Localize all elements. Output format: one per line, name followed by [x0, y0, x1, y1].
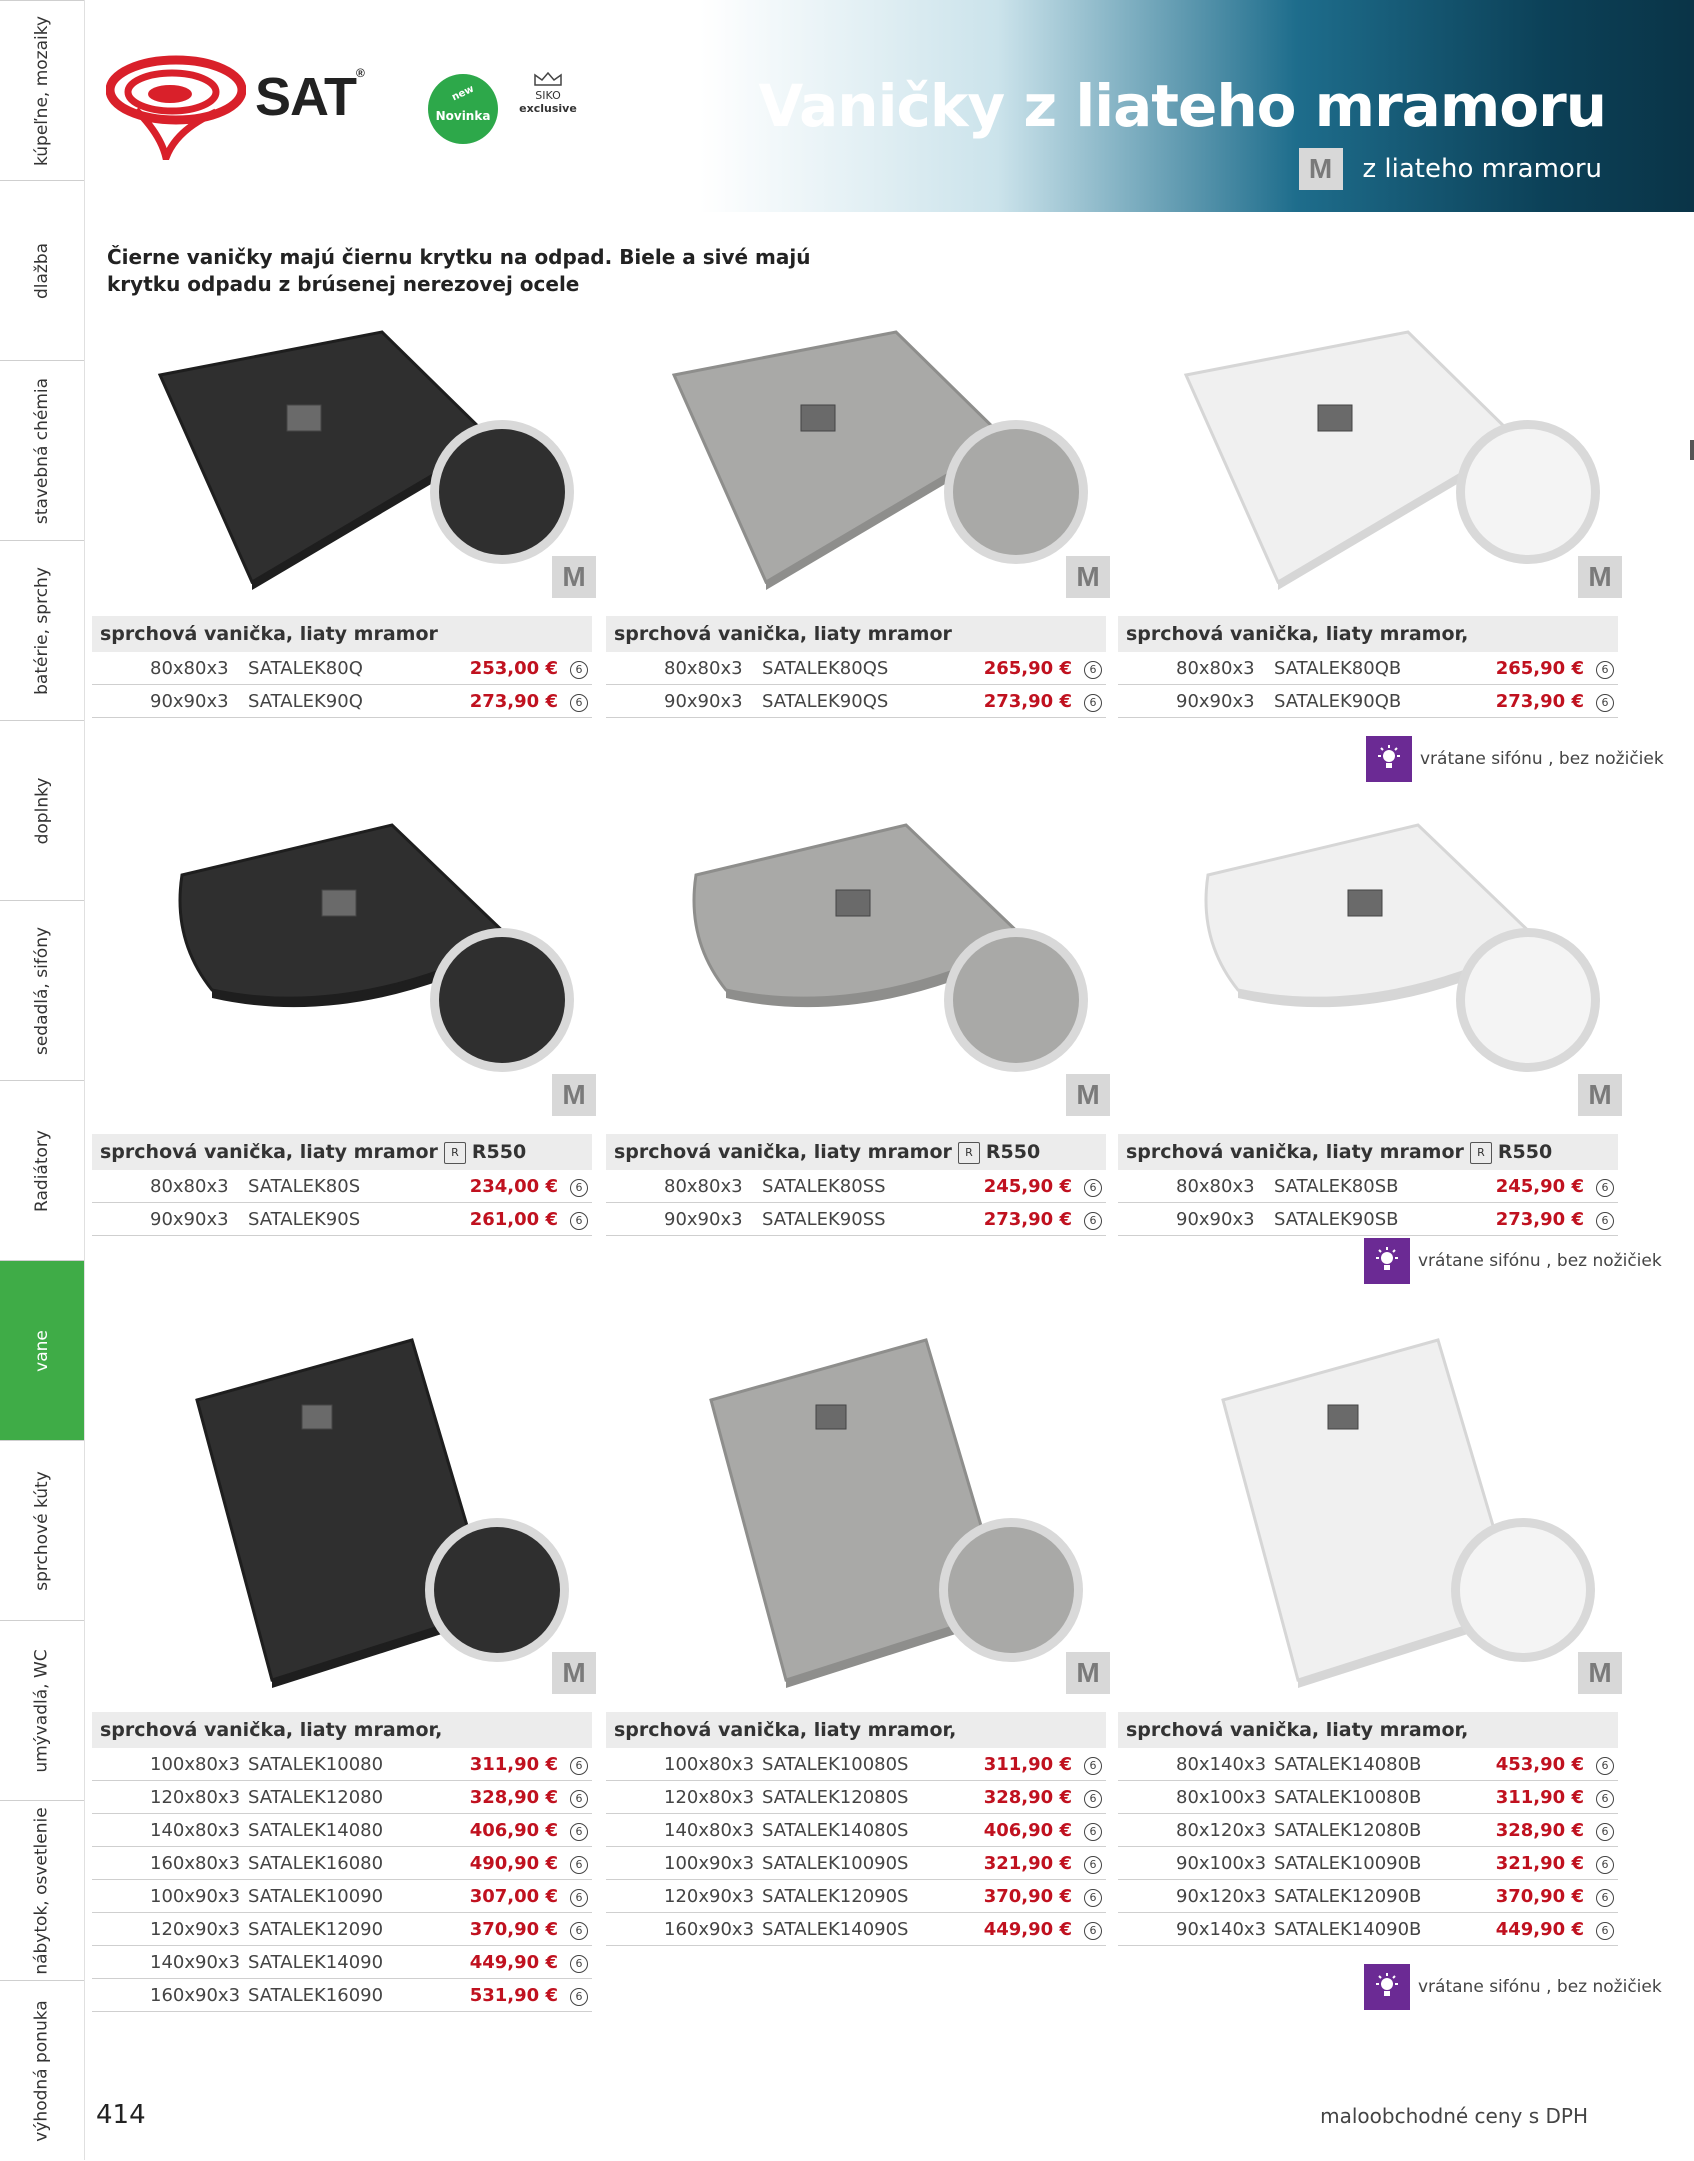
radius-value: R550: [471, 1141, 527, 1163]
tax-rate-icon: 6: [1084, 1790, 1102, 1808]
m-badge-icon: M: [552, 1652, 596, 1694]
shower-tray-image: [1118, 820, 1618, 1100]
size-cell: 90x90x3: [150, 1208, 229, 1230]
tax-rate-icon: 6: [570, 1889, 588, 1907]
product-title: [1118, 616, 1618, 652]
size-cell: 160x90x3: [150, 1984, 241, 2006]
novinka-label: Novinka: [435, 109, 491, 123]
table-row: [92, 1748, 592, 1781]
code-cell: SATALEK16090: [248, 1984, 384, 2006]
size-cell: 100x80x3: [150, 1753, 241, 1775]
product-table: [606, 616, 1106, 718]
tax-cell: [1072, 1885, 1102, 1907]
note-text: vrátane sifónu , bez nožičiek: [1418, 1251, 1662, 1271]
price-cell: 406,90 €: [469, 1819, 558, 1841]
price-cell: 273,90 €: [1495, 690, 1584, 712]
product-title: [92, 1134, 592, 1170]
price-cell: 245,90 €: [1495, 1175, 1584, 1197]
code-cell: SATALEK90S: [248, 1208, 361, 1230]
page-number: 414: [96, 2100, 146, 2130]
price-cell: 449,90 €: [983, 1918, 1072, 1940]
product-title-text: sprchová vanička, liaty mramor,: [614, 1719, 957, 1741]
code-cell: SATALEK12080: [248, 1786, 384, 1808]
code-cell: SATALEK14090: [248, 1951, 384, 1973]
lightbulb-icon: [1366, 736, 1412, 782]
product-title-text: sprchová vanička, liaty mramor,: [100, 1719, 443, 1741]
price-cell: 234,00 €: [469, 1175, 558, 1197]
size-cell: 80x80x3: [1176, 1175, 1255, 1197]
sidebar-item-label: výhodná ponuka: [32, 2000, 53, 2142]
price-cell: 449,90 €: [1495, 1918, 1584, 1940]
product-title-text: sprchová vanička, liaty mramor,: [1126, 623, 1469, 645]
edge-mark: [1690, 440, 1694, 460]
subtitle-row: [1299, 148, 1602, 190]
tax-rate-icon: 6: [570, 1823, 588, 1841]
m-badge-icon: M: [1066, 556, 1110, 598]
code-cell: SATALEK10090S: [762, 1852, 909, 1874]
product-title-text: sprchová vanička, liaty mramor: [614, 1141, 952, 1163]
radius-icon: R: [958, 1142, 980, 1164]
tax-rate-icon: 6: [1596, 1179, 1614, 1197]
table-row: [606, 1170, 1106, 1203]
code-cell: SATALEK90QS: [762, 690, 889, 712]
tax-rate-icon: 6: [1596, 1790, 1614, 1808]
brand-name: SAT®: [255, 66, 364, 127]
size-cell: 100x90x3: [664, 1852, 755, 1874]
tax-rate-icon: 6: [570, 1179, 588, 1197]
size-cell: 100x80x3: [664, 1753, 755, 1775]
product-title-text: sprchová vanička, liaty mramor: [1126, 1141, 1464, 1163]
shower-tray-image: [1118, 1320, 1618, 1690]
code-cell: SATALEK14080: [248, 1819, 384, 1841]
product-title: [92, 616, 592, 652]
size-cell: 90x90x3: [1176, 1208, 1255, 1230]
price-cell: 370,90 €: [469, 1918, 558, 1940]
tax-cell: [1072, 1753, 1102, 1775]
radius-value: R550: [1497, 1141, 1553, 1163]
tax-rate-icon: 6: [1596, 694, 1614, 712]
code-cell: SATALEK80QS: [762, 657, 889, 679]
price-cell: 453,90 €: [1495, 1753, 1584, 1775]
shower-tray-image: [606, 320, 1106, 590]
code-cell: SATALEK80QB: [1274, 657, 1402, 679]
tax-rate-icon: 6: [1596, 1823, 1614, 1841]
tax-rate-icon: 6: [570, 1922, 588, 1940]
table-row: [92, 1814, 592, 1847]
table-row: [606, 1913, 1106, 1946]
shower-tray-image: [92, 820, 592, 1100]
size-cell: 140x80x3: [664, 1819, 755, 1841]
tax-rate-icon: 6: [1596, 1757, 1614, 1775]
tax-cell: [1584, 1918, 1614, 1940]
note-text: vrátane sifónu , bez nožičiek: [1420, 749, 1664, 769]
siko-exclusive-badge: [518, 72, 578, 115]
tax-rate-icon: 6: [1084, 1179, 1102, 1197]
table-row: [92, 1946, 592, 1979]
tax-rate-icon: 6: [1596, 1889, 1614, 1907]
tax-cell: [558, 1885, 588, 1907]
tax-rate-icon: 6: [570, 1790, 588, 1808]
tax-rate-icon: 6: [1084, 694, 1102, 712]
m-badge-icon: M: [1066, 1074, 1110, 1116]
table-row: [1118, 1748, 1618, 1781]
tax-cell: [1584, 1175, 1614, 1197]
size-cell: 90x90x3: [664, 690, 743, 712]
product-table: [1118, 616, 1618, 718]
m-badge-icon: M: [1578, 1652, 1622, 1694]
price-cell: 328,90 €: [1495, 1819, 1584, 1841]
table-row: [92, 1781, 592, 1814]
code-cell: SATALEK14090S: [762, 1918, 909, 1940]
table-row: [92, 1847, 592, 1880]
size-cell: 100x90x3: [150, 1885, 241, 1907]
sidebar-item-dlazba[interactable]: [0, 180, 84, 361]
code-cell: SATALEK80SS: [762, 1175, 886, 1197]
price-cell: 311,90 €: [469, 1753, 558, 1775]
price-cell: 273,90 €: [983, 1208, 1072, 1230]
price-cell: 328,90 €: [469, 1786, 558, 1808]
price-cell: 328,90 €: [983, 1786, 1072, 1808]
table-row: [606, 1781, 1106, 1814]
tax-rate-icon: 6: [1084, 1856, 1102, 1874]
tax-rate-icon: 6: [1084, 1212, 1102, 1230]
radius-icon: R: [1470, 1142, 1492, 1164]
tax-cell: [1072, 657, 1102, 679]
size-cell: 140x90x3: [150, 1951, 241, 1973]
m-badge-icon: M: [552, 556, 596, 598]
table-row: [606, 1847, 1106, 1880]
code-cell: SATALEK12080B: [1274, 1819, 1422, 1841]
product-title: [606, 616, 1106, 652]
tax-cell: [1584, 1885, 1614, 1907]
shower-tray-image: [606, 1320, 1106, 1690]
code-cell: SATALEK90SB: [1274, 1208, 1399, 1230]
m-badge-icon: M: [1299, 148, 1343, 190]
code-cell: SATALEK90SS: [762, 1208, 886, 1230]
size-cell: 80x80x3: [664, 657, 743, 679]
tax-cell: [1584, 1786, 1614, 1808]
tax-cell: [1072, 1786, 1102, 1808]
price-cell: 321,90 €: [983, 1852, 1072, 1874]
tax-cell: [558, 1951, 588, 1973]
tax-rate-icon: 6: [1084, 1823, 1102, 1841]
size-cell: 160x80x3: [150, 1852, 241, 1874]
table-row: [606, 1203, 1106, 1236]
price-cell: 370,90 €: [1495, 1885, 1584, 1907]
table-row: [1118, 1781, 1618, 1814]
tax-rate-icon: 6: [1596, 1212, 1614, 1230]
tax-rate-icon: 6: [1596, 661, 1614, 679]
table-row: [1118, 1847, 1618, 1880]
tax-rate-icon: 6: [570, 1856, 588, 1874]
tax-cell: [1072, 1175, 1102, 1197]
code-cell: SATALEK10080B: [1274, 1786, 1422, 1808]
tax-cell: [1072, 1918, 1102, 1940]
m-badge-icon: M: [552, 1074, 596, 1116]
table-row: [606, 652, 1106, 685]
sidebar-item-doplnky[interactable]: [0, 720, 84, 901]
sidebar-item-stavebna-chemia[interactable]: [0, 360, 84, 541]
tax-cell: [1584, 1208, 1614, 1230]
size-cell: 90x90x3: [150, 690, 229, 712]
novinka-new-text: new: [450, 83, 476, 104]
tax-rate-icon: 6: [1084, 661, 1102, 679]
size-cell: 90x90x3: [664, 1208, 743, 1230]
sidebar-item-label: dlažba: [31, 242, 52, 300]
tax-cell: [1584, 1753, 1614, 1775]
price-cell: 406,90 €: [983, 1819, 1072, 1841]
product-table: [92, 1134, 592, 1236]
product-title: [1118, 1134, 1618, 1170]
tax-cell: [1072, 690, 1102, 712]
tax-cell: [558, 1786, 588, 1808]
tax-rate-icon: 6: [1596, 1856, 1614, 1874]
tax-cell: [1072, 1852, 1102, 1874]
lightbulb-icon: [1364, 1964, 1410, 2010]
product-title-text: sprchová vanička, liaty mramor,: [1126, 1719, 1469, 1741]
size-cell: 90x100x3: [1176, 1852, 1267, 1874]
page-title: Vaničky z liateho mramoru: [758, 72, 1606, 140]
size-cell: 160x90x3: [664, 1918, 755, 1940]
radius-value: R550: [985, 1141, 1041, 1163]
tax-rate-icon: 6: [1084, 1889, 1102, 1907]
note-sifon: [1364, 1964, 1662, 2010]
code-cell: SATALEK80S: [248, 1175, 361, 1197]
tax-rate-icon: 6: [1084, 1757, 1102, 1775]
table-row: [606, 1748, 1106, 1781]
sidebar-item-umyvadla[interactable]: [0, 1620, 84, 1801]
table-row: [606, 1814, 1106, 1847]
product-table: [606, 1134, 1106, 1236]
sat-logo-icon: [106, 50, 246, 160]
table-row: [92, 685, 592, 718]
code-cell: SATALEK10090: [248, 1885, 384, 1907]
size-cell: 120x80x3: [664, 1786, 755, 1808]
tax-rate-icon: 6: [570, 1757, 588, 1775]
sidebar-item-label: nábytok, osvetlenie: [32, 1807, 52, 1975]
product-title-text: sprchová vanička, liaty mramor: [100, 1141, 438, 1163]
crown-icon: [533, 72, 563, 86]
size-cell: 80x100x3: [1176, 1786, 1267, 1808]
price-cell: 531,90 €: [469, 1984, 558, 2006]
code-cell: SATALEK90Q: [248, 690, 363, 712]
tax-rate-icon: 6: [570, 1988, 588, 2006]
tax-rate-icon: 6: [570, 1212, 588, 1230]
price-cell: 273,90 €: [1495, 1208, 1584, 1230]
tax-cell: [558, 1819, 588, 1841]
tax-rate-icon: 6: [1084, 1922, 1102, 1940]
sidebar-item-vyhodna-ponuka[interactable]: [0, 1980, 84, 2161]
code-cell: SATALEK10080: [248, 1753, 384, 1775]
product-table: [1118, 1134, 1618, 1236]
table-row: [92, 1913, 592, 1946]
product-title-text: sprchová vanička, liaty mramor: [614, 623, 952, 645]
code-cell: SATALEK12090S: [762, 1885, 909, 1907]
code-cell: SATALEK14090B: [1274, 1918, 1422, 1940]
sidebar-item-label: doplnky: [32, 777, 52, 845]
code-cell: SATALEK14080B: [1274, 1753, 1422, 1775]
code-cell: SATALEK12090: [248, 1918, 384, 1940]
product-table: [92, 616, 592, 718]
size-cell: 120x90x3: [664, 1885, 755, 1907]
sidebar-item-label: umývadlá, WC: [32, 1649, 53, 1773]
table-row: [1118, 652, 1618, 685]
note-sifon: [1364, 1238, 1662, 1284]
shower-tray-image: [606, 820, 1106, 1100]
novinka-badge: [428, 74, 498, 144]
size-cell: 80x80x3: [150, 1175, 229, 1197]
table-row: [92, 1979, 592, 2012]
tax-cell: [1584, 1819, 1614, 1841]
tax-cell: [558, 1984, 588, 2006]
price-cell: 265,90 €: [1495, 657, 1584, 679]
footer-note: maloobchodné ceny s DPH: [1320, 2104, 1588, 2128]
code-cell: SATALEK16080: [248, 1852, 384, 1874]
size-cell: 120x90x3: [150, 1918, 241, 1940]
table-row: [1118, 1170, 1618, 1203]
sidebar: [0, 0, 84, 2160]
table-row: [1118, 685, 1618, 718]
price-cell: 311,90 €: [1495, 1786, 1584, 1808]
price-cell: 273,90 €: [983, 690, 1072, 712]
price-cell: 265,90 €: [983, 657, 1072, 679]
size-cell: 80x80x3: [664, 1175, 743, 1197]
sidebar-item-label: sedadlá, sifóny: [32, 926, 53, 1056]
note-sifon: [1366, 736, 1664, 782]
size-cell: 140x80x3: [150, 1819, 241, 1841]
shower-tray-image: [92, 1320, 592, 1690]
size-cell: 90x120x3: [1176, 1885, 1267, 1907]
code-cell: SATALEK12080S: [762, 1786, 909, 1808]
product-table: [1118, 1712, 1618, 1946]
code-cell: SATALEK80SB: [1274, 1175, 1399, 1197]
size-cell: 80x80x3: [1176, 657, 1255, 679]
price-cell: 370,90 €: [983, 1885, 1072, 1907]
tax-rate-icon: 6: [570, 694, 588, 712]
product-title: [92, 1712, 592, 1748]
shower-tray-image: [1118, 320, 1618, 590]
price-cell: 245,90 €: [983, 1175, 1072, 1197]
price-cell: 261,00 €: [469, 1208, 558, 1230]
table-row: [606, 1880, 1106, 1913]
table-row: [1118, 1814, 1618, 1847]
code-cell: SATALEK12090B: [1274, 1885, 1422, 1907]
tax-cell: [1584, 690, 1614, 712]
code-cell: SATALEK80Q: [248, 657, 363, 679]
tax-cell: [1584, 657, 1614, 679]
sidebar-item-label: Radiátory: [32, 1130, 52, 1212]
lightbulb-icon: [1364, 1238, 1410, 1284]
product-title: [606, 1134, 1106, 1170]
size-cell: 80x140x3: [1176, 1753, 1267, 1775]
size-cell: 90x140x3: [1176, 1918, 1267, 1940]
code-cell: SATALEK10080S: [762, 1753, 909, 1775]
price-cell: 490,90 €: [469, 1852, 558, 1874]
tax-cell: [558, 657, 588, 679]
table-row: [1118, 1203, 1618, 1236]
sidebar-item-sprchove-kuty[interactable]: [0, 1440, 84, 1621]
tax-rate-icon: 6: [1596, 1922, 1614, 1940]
sidebar-divider: [84, 0, 85, 2160]
product-title: [606, 1712, 1106, 1748]
code-cell: SATALEK90QB: [1274, 690, 1402, 712]
sidebar-item-label: kúpeľne, mozaiky: [32, 15, 52, 167]
radius-icon: R: [444, 1142, 466, 1164]
price-cell: 307,00 €: [469, 1885, 558, 1907]
price-cell: 253,00 €: [469, 657, 558, 679]
sidebar-item-sedadla[interactable]: [0, 900, 84, 1081]
tax-cell: [558, 690, 588, 712]
price-cell: 321,90 €: [1495, 1852, 1584, 1874]
sidebar-item-nabytok[interactable]: [0, 1800, 84, 1981]
tax-cell: [558, 1918, 588, 1940]
price-cell: 311,90 €: [983, 1753, 1072, 1775]
size-cell: 80x120x3: [1176, 1819, 1267, 1841]
tax-cell: [1072, 1819, 1102, 1841]
table-row: [92, 1170, 592, 1203]
price-cell: 273,90 €: [469, 690, 558, 712]
sidebar-item-label: batérie, sprchy: [32, 567, 53, 695]
note-text: vrátane sifónu , bez nožičiek: [1418, 1977, 1662, 1997]
tax-cell: [558, 1175, 588, 1197]
product-table: [606, 1712, 1106, 1946]
m-badge-icon: M: [1578, 556, 1622, 598]
product-title-text: sprchová vanička, liaty mramor: [100, 623, 438, 645]
intro-text: Čierne vaničky majú čiernu krytku na odpad. Biele a sivé majú krytku odpadu z brúsenej nerezovej ocele: [107, 245, 811, 296]
tax-rate-icon: 6: [570, 1955, 588, 1973]
table-row: [1118, 1880, 1618, 1913]
price-cell: 449,90 €: [469, 1951, 558, 1973]
table-row: [1118, 1913, 1618, 1946]
table-row: [92, 652, 592, 685]
size-cell: 90x90x3: [1176, 690, 1255, 712]
sidebar-item-kupelne[interactable]: [0, 0, 84, 181]
tax-cell: [558, 1753, 588, 1775]
code-cell: SATALEK10090B: [1274, 1852, 1422, 1874]
m-badge-icon: M: [1066, 1652, 1110, 1694]
product-table: [92, 1712, 592, 2012]
code-cell: SATALEK14080S: [762, 1819, 909, 1841]
siko-line2: exclusive: [519, 102, 577, 115]
table-row: [92, 1880, 592, 1913]
sidebar-item-vane[interactable]: [0, 1260, 84, 1441]
table-row: [92, 1203, 592, 1236]
page-subtitle: z liateho mramoru: [1362, 154, 1602, 184]
tax-cell: [558, 1852, 588, 1874]
m-badge-icon: M: [1578, 1074, 1622, 1116]
sidebar-item-baterie[interactable]: [0, 540, 84, 721]
sidebar-item-label: vane: [32, 1330, 52, 1372]
table-row: [606, 685, 1106, 718]
sidebar-item-label: stavebná chémia: [32, 377, 53, 525]
size-cell: 120x80x3: [150, 1786, 241, 1808]
shower-tray-image: [92, 320, 592, 590]
sidebar-item-radiatory[interactable]: [0, 1080, 84, 1261]
tax-cell: [558, 1208, 588, 1230]
siko-line1: SIKO: [535, 89, 561, 102]
sidebar-item-label: sprchové kúty: [32, 1471, 52, 1591]
tax-cell: [1584, 1852, 1614, 1874]
tax-cell: [1072, 1208, 1102, 1230]
size-cell: 80x80x3: [150, 657, 229, 679]
tax-rate-icon: 6: [570, 661, 588, 679]
product-title: [1118, 1712, 1618, 1748]
